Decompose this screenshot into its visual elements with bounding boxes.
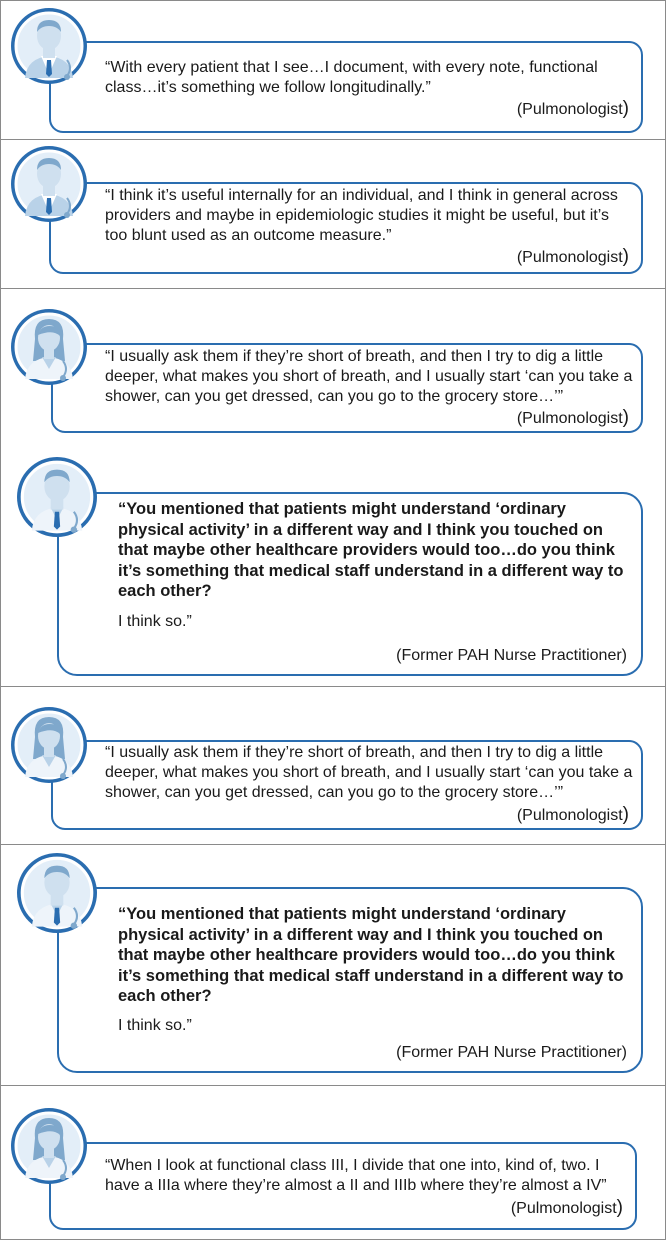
quote-text: “When I look at functional class III, I divide that one into, kind of, two. I have a IIIa where they’re almost a II and IIIb where they’re almost a IV” xyxy=(105,1157,607,1194)
closing-paren: ) xyxy=(616,1197,623,1218)
quote-text: “I usually ask them if they’re short of breath, and then I try to dig a little deeper, what makes you short of breath, and I usually start ‘can you take a shower, can you get dressed, can you go to the grocery store…’” xyxy=(105,348,633,405)
answer-text: I think so.” xyxy=(118,613,192,630)
male-doctor-avatar-icon xyxy=(11,8,87,84)
male-doctor-avatar-icon xyxy=(17,457,97,537)
speaker-label: (Pulmonologist xyxy=(510,1200,617,1217)
male-doctor-avatar-icon xyxy=(17,853,97,933)
answer-text: I think so.” xyxy=(118,1017,192,1034)
closing-paren: ) xyxy=(622,246,629,267)
closing-paren: ) xyxy=(622,98,629,119)
female-doctor-avatar-icon xyxy=(11,707,87,783)
quote-panel-5 xyxy=(0,844,666,1086)
question-text: “You mentioned that patients might understand ‘ordinary physical activity’ in a different way and I think you touched on that maybe other healthcare providers would too…do you think it’s something that medical staff understand in a different way to each other? xyxy=(118,500,624,600)
male-doctor-avatar-icon xyxy=(11,146,87,222)
quote-text: “With every patient that I see…I document, with every note, functional class…it’s something we follow longitudinally.” xyxy=(105,59,598,96)
female-doctor-avatar-icon xyxy=(11,309,87,385)
speaker-attribution: (Former PAH Nurse Practitioner) xyxy=(396,1044,627,1061)
speaker-attribution xyxy=(517,408,629,429)
speaker-label: (Pulmonologist xyxy=(516,101,623,118)
speaker-attribution xyxy=(517,247,629,268)
quote-panel-1 xyxy=(0,0,666,140)
speaker-attribution: (Former PAH Nurse Practitioner) xyxy=(396,647,627,664)
quote-panel-2 xyxy=(0,139,666,289)
quote-panel-3 xyxy=(0,288,666,687)
quote-panel-4 xyxy=(0,686,666,845)
female-doctor-avatar-icon xyxy=(11,1108,87,1184)
quote-text: “I think it’s useful internally for an individual, and I think in general across providers and maybe in epidemiologic studies it might be useful, but it’s too blunt used as an outcome measure.” xyxy=(105,187,618,244)
speaker-label: (Pulmonologist xyxy=(516,807,623,824)
quote-panel-6 xyxy=(0,1085,666,1240)
quote-text: “I usually ask them if they’re short of breath, and then I try to dig a little deeper, what makes you short of breath, and I usually start ‘can you take a shower, can you get dressed, can you go to the grocery store…’” xyxy=(105,744,633,801)
speaker-label: (Pulmonologist xyxy=(516,249,623,266)
speaker-attribution xyxy=(511,1198,623,1219)
speaker-label: (Pulmonologist xyxy=(516,410,623,427)
speaker-attribution xyxy=(517,805,629,826)
closing-paren: ) xyxy=(622,804,629,825)
speaker-attribution xyxy=(517,99,629,120)
question-text: “You mentioned that patients might understand ‘ordinary physical activity’ in a different way and I think you touched on that maybe other healthcare providers would too…do you think it’s something that medical staff understand in a different way to each other? xyxy=(118,905,624,1005)
closing-paren: ) xyxy=(622,407,629,428)
